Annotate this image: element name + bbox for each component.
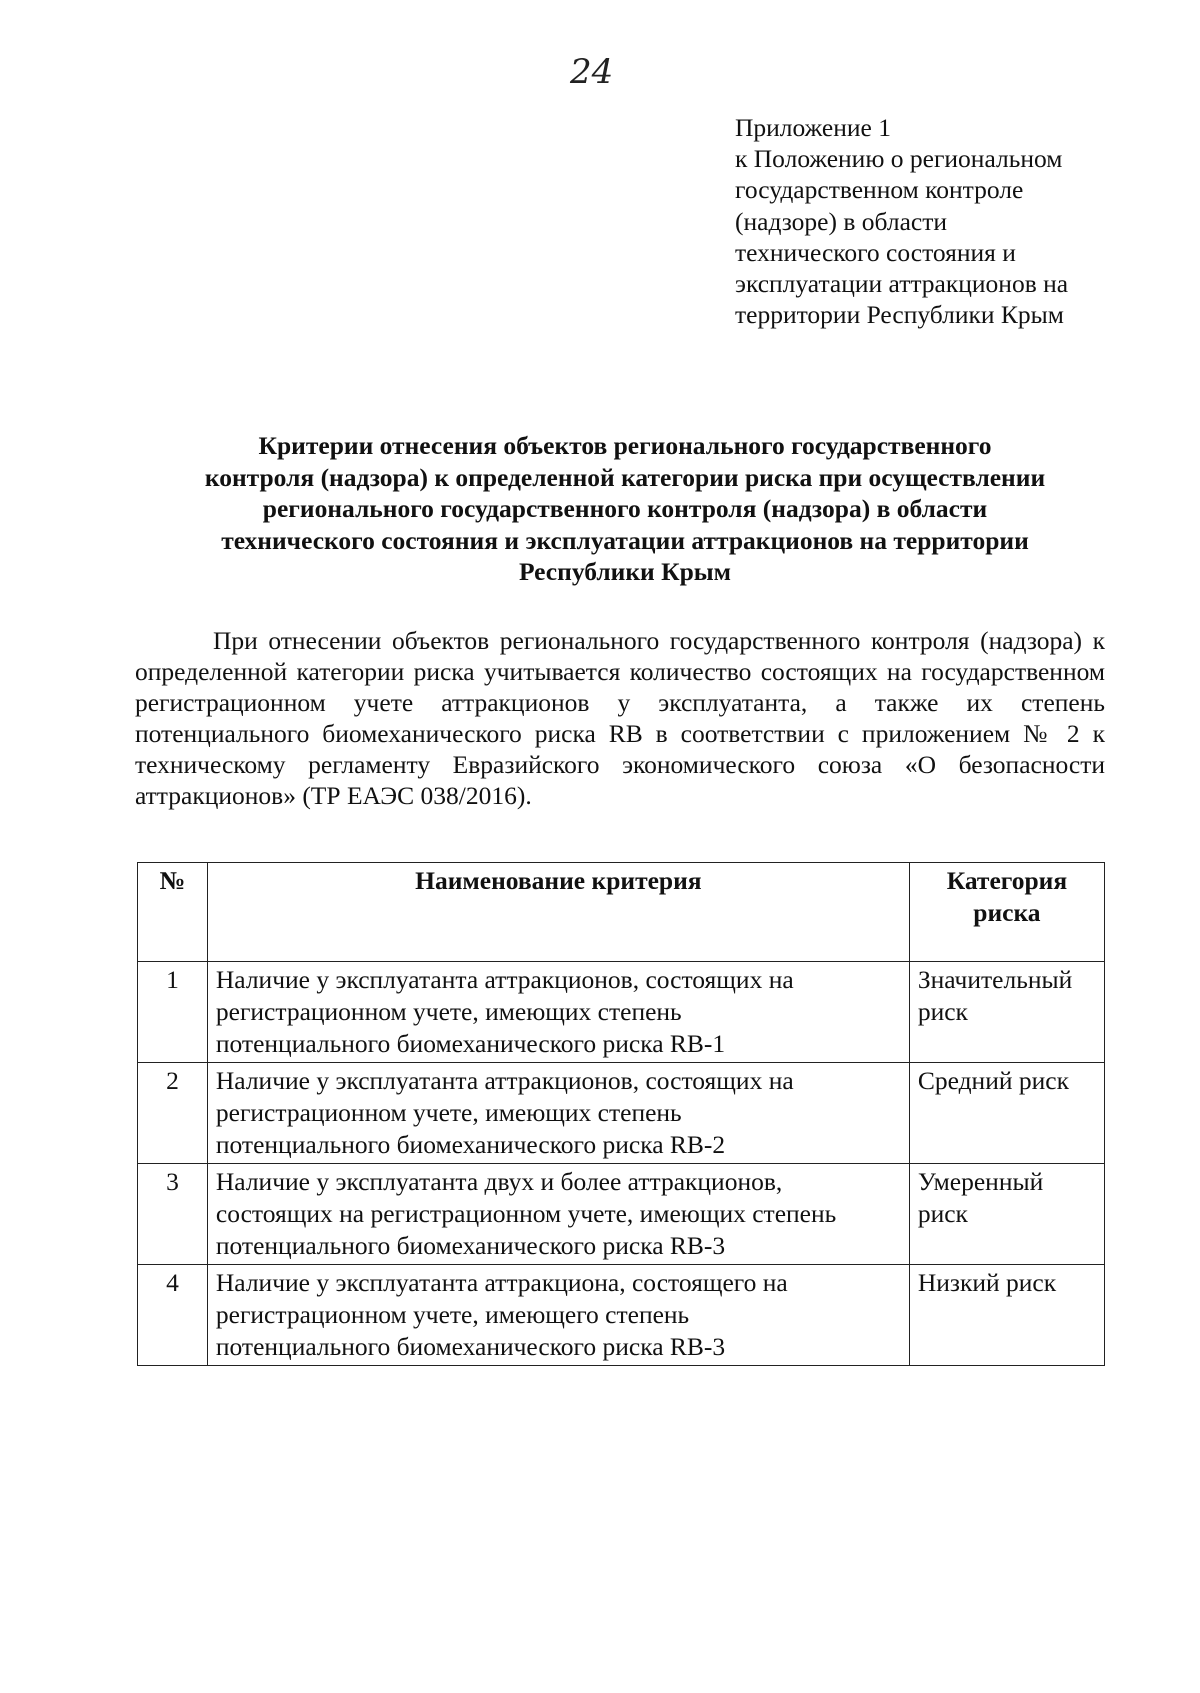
table-row [138, 1265, 1105, 1366]
row-number: 3 [138, 1164, 208, 1265]
title-line: Критерии отнесения объектов регионального государственного [258, 431, 992, 460]
appendix-line: (надзоре) в области [735, 206, 948, 236]
criterion-line: Наличие у эксплуатанта аттракционов, состоящих на [215, 1066, 794, 1095]
row-number: 1 [138, 962, 208, 1063]
header-number: № [138, 863, 208, 962]
row-criterion [207, 1164, 909, 1265]
appendix-line: к Положению о региональном [735, 144, 1063, 174]
criterion-line: потенциального биомеханического риска RB-1 [215, 1029, 726, 1058]
header-category-line: Категория [946, 866, 1068, 895]
criterion-line: регистрационном учете, имеющих степень [215, 997, 682, 1026]
category-line: риск [917, 997, 968, 1026]
table-row [138, 1063, 1105, 1164]
criterion-line: потенциального биомеханического риска RB-2 [215, 1130, 726, 1159]
table-row [138, 1164, 1105, 1265]
category-line: Низкий риск [917, 1268, 1057, 1297]
row-category [909, 962, 1104, 1063]
row-category [909, 1265, 1104, 1366]
table-row [138, 962, 1105, 1063]
criterion-line: состоящих на регистрационном учете, имеющих степень [215, 1199, 837, 1228]
header-category-line: риска [973, 898, 1041, 927]
appendix-line: государственном контроле [735, 175, 1024, 205]
criterion-line: регистрационном учете, имеющего степень [215, 1300, 690, 1329]
appendix-note [735, 112, 1175, 330]
appendix-line: территории Республики Крым [735, 300, 1064, 330]
appendix-line: технического состояния и [735, 237, 1016, 267]
criterion-line: потенциального биомеханического риска RB-3 [215, 1332, 726, 1361]
criterion-line: регистрационном учете, имеющих степень [215, 1098, 682, 1127]
title-line: контроля (надзора) к определенной категории риска при осуществлении [204, 462, 1046, 492]
row-number: 2 [138, 1063, 208, 1164]
criterion-line: Наличие у эксплуатанта аттракционов, состоящих на [215, 965, 794, 994]
title-line: Республики Крым [518, 557, 732, 586]
title-line: технического состояния и эксплуатации аттракционов на территории [221, 525, 1029, 555]
category-line: Умеренный [917, 1167, 1044, 1196]
appendix-line: эксплуатации аттракционов на [735, 269, 1069, 299]
header-criterion-name: Наименование критерия [207, 863, 909, 962]
row-category [909, 1063, 1104, 1164]
title-line: регионального государственного контроля (надзора) в области [262, 494, 988, 523]
page-number: 24 [570, 52, 614, 92]
row-number: 4 [138, 1265, 208, 1366]
criterion-line: Наличие у эксплуатанта двух и более аттракционов, [215, 1167, 783, 1196]
intro-text: При отнесении объектов регионального государственного контроля (надзора) к определенной категории риска учитывается количество состоящих на государственном регистрационном учете аттракционов у эксплуатанта, а также их степень потенциального биомеханического риска RB в соответствии с приложением № 2 к техническому регламенту Евразийского экономического союза «О безопасности аттракционов» (ТР ЕАЭС 038/2016). [135, 626, 1105, 810]
row-criterion [207, 1265, 909, 1366]
row-category [909, 1164, 1104, 1265]
appendix-line: Приложение 1 [735, 113, 891, 142]
row-criterion [207, 1063, 909, 1164]
header-risk-category [909, 863, 1104, 962]
category-line: Средний риск [917, 1066, 1069, 1095]
category-line: риск [917, 1199, 968, 1228]
criteria-table [137, 862, 1105, 1366]
criterion-line: Наличие у эксплуатанта аттракциона, состоящего на [215, 1268, 788, 1297]
criterion-line: потенциального биомеханического риска RB-3 [215, 1231, 726, 1260]
category-line: Значительный [917, 965, 1073, 994]
table-header-row [138, 863, 1105, 962]
row-criterion [207, 962, 909, 1063]
intro-paragraph [135, 625, 1105, 811]
document-title [135, 430, 1115, 588]
